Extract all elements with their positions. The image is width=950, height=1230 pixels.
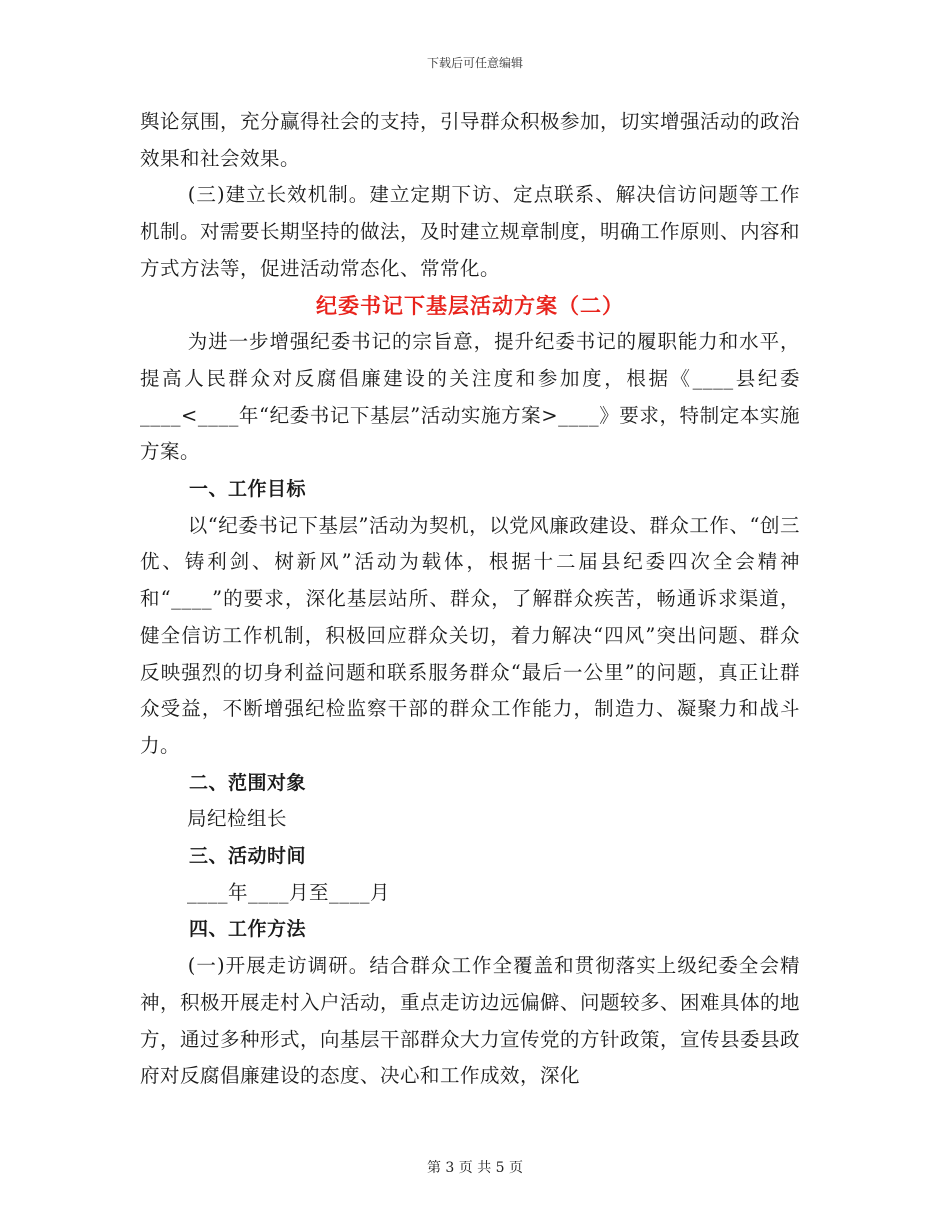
- page-footer: 第 3 页 共 5 页: [426, 1160, 524, 1176]
- heading-work-goals: 一、工作目标: [189, 478, 307, 501]
- document-body: [140, 104, 800, 1095]
- paragraph-work-goals: 以“纪委书记下基层”活动为契机，以党风廉政建设、群众工作、“创三优、铸利剑、树新风”活动为载体，根据十二届县纪委四次全会精神和“____”的要求，深化基层站所、群众，了解群众疾苦，畅通诉求渠道，健全信访工作机制，积极回应群众关切，着力解决“四风”突出问题、群众反映强烈的切身利益问题和联系服务群众“最后一公里”的问题，真正让群众受益，不断增强纪检监察干部的群众工作能力，制造力、凝聚力和战斗力。: [140, 513, 800, 757]
- paragraph-intro: 为进一步增强纪委书记的宗旨意，提升纪委书记的履职能力和水平，提高人民群众对反腐倡廉建设的关注度和参加度，根据《____县纪委____<____年“纪委书记下基层”活动实施方案>____》要求，特制定本实施方案。: [140, 330, 800, 464]
- heading-activity-time: 三、活动时间: [189, 845, 307, 868]
- paragraph-continuation: 舆论氛围，充分赢得社会的支持，引导群众积极参加，切实增强活动的政治效果和社会效果。: [140, 110, 801, 170]
- section-title: 纪委书记下基层活动方案（二）: [316, 293, 624, 318]
- paragraph-scope: 局纪检组长: [187, 807, 288, 831]
- heading-work-methods: 四、工作方法: [189, 918, 307, 941]
- paragraph-long-term-mechanism: (三)建立长效机制。建立定期下访、定点联系、解决信访问题等工作机制。对需要长期坚持的做法，及时建立规章制度，明确工作原则、内容和方式方法等，促进活动常态化、常常化。: [140, 183, 801, 280]
- paragraph-work-methods: (一)开展走访调研。结合群众工作全覆盖和贯彻落实上级纪委全会精神，积极开展走村入户活动，重点走访边远偏僻、问题较多、困难具体的地方，通过多种形式，向基层干部群众大力宣传党的方针政策，宣传县委县政府对反腐倡廉建设的态度、决心和工作成效，深化: [140, 954, 801, 1088]
- paragraph-activity-time: ____年____月至____月: [187, 880, 391, 904]
- heading-scope: 二、范围对象: [189, 771, 307, 794]
- page-header: 下载后可任意编辑: [426, 56, 523, 70]
